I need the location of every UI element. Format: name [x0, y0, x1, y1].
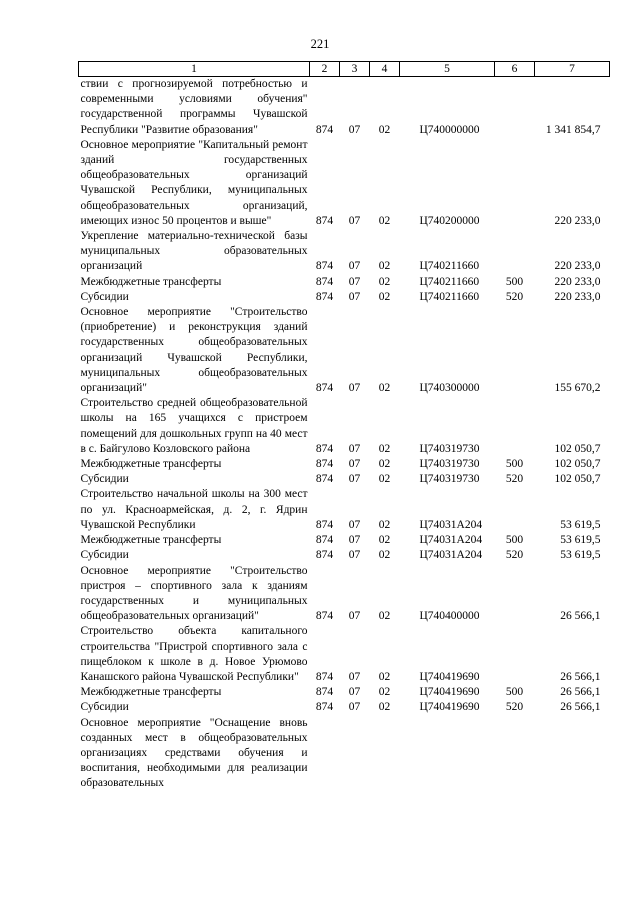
- table-row: [79, 716, 610, 792]
- row-col-3: 07: [348, 382, 361, 395]
- row-name: Субсидии: [80, 290, 129, 303]
- row-expense-type: 500: [505, 275, 524, 288]
- row-amount: 220 233,0: [554, 260, 601, 273]
- header-col-5: 5: [400, 62, 495, 77]
- row-name: Строительство начальной школы на 300 мест по ул. Красноармейская, д. 2, г. Ядрин Чувашской Республики: [80, 488, 308, 531]
- row-amount: 26 566,1: [560, 701, 601, 714]
- row-col-3: 07: [348, 290, 361, 303]
- row-col-4: 02: [378, 670, 391, 683]
- row-expense-type: 520: [505, 549, 524, 562]
- row-col-2: 874: [315, 442, 334, 455]
- row-expense-type: [495, 396, 535, 457]
- row-col-2: 874: [315, 518, 334, 531]
- row-col-2: 874: [315, 701, 334, 714]
- row-col-2: 874: [315, 610, 334, 623]
- row-col-4: 02: [378, 123, 391, 136]
- row-amount: 102 050,7: [554, 473, 601, 486]
- row-col-3: 07: [348, 275, 361, 288]
- row-amount: 26 566,1: [560, 610, 601, 623]
- row-expense-type: [495, 77, 535, 138]
- row-col-4: 02: [378, 214, 391, 227]
- row-name: Субсидии: [80, 701, 129, 714]
- row-target-code: Ц740419690: [419, 686, 480, 699]
- row-col-4: 02: [378, 549, 391, 562]
- row-col-3: 07: [348, 473, 361, 486]
- row-col-2: 874: [315, 260, 334, 273]
- row-name: Межбюджетные трансферты: [80, 275, 222, 288]
- row-target-code: Ц740211660: [419, 275, 480, 288]
- row-amount: 102 050,7: [554, 458, 601, 471]
- row-col-3: 07: [348, 610, 361, 623]
- row-col-3: 07: [348, 214, 361, 227]
- row-col-2: 874: [315, 275, 334, 288]
- row-expense-type: [495, 487, 535, 533]
- header-col-2: 2: [310, 62, 340, 77]
- row-col-3: 07: [348, 549, 361, 562]
- row-expense-type: [495, 564, 535, 625]
- row-target-code: Ц740419690: [419, 670, 480, 683]
- row-name: Межбюджетные трансферты: [80, 458, 222, 471]
- row-name: Межбюджетные трансферты: [80, 686, 222, 699]
- row-col-4: 02: [378, 458, 391, 471]
- header-col-1: 1: [79, 62, 310, 77]
- row-col-2: 874: [315, 123, 334, 136]
- table-row: [79, 700, 610, 715]
- table-row: [79, 457, 610, 472]
- row-amount: 220 233,0: [554, 290, 601, 303]
- row-col-4: 02: [378, 518, 391, 531]
- row-target-code: Ц74031А204: [419, 549, 483, 562]
- row-name: Межбюджетные трансферты: [80, 534, 222, 547]
- table-row: [79, 533, 610, 548]
- table-row: [79, 487, 610, 533]
- row-col-2: 874: [315, 686, 334, 699]
- row-col-2: 874: [315, 382, 334, 395]
- row-name: Строительство средней общеобразовательной школы на 165 учащихся с пристроем помещений для дошкольных групп на 40 мест в с. Байгулово Козловского района: [80, 397, 308, 455]
- row-col-4: 02: [378, 260, 391, 273]
- row-name: Укрепление материально-технической базы муниципальных образовательных организаций: [80, 230, 308, 273]
- row-expense-type: 500: [505, 686, 524, 699]
- row-expense-type: 520: [505, 290, 524, 303]
- row-col-3: 07: [348, 701, 361, 714]
- row-col-3: 07: [348, 686, 361, 699]
- row-name: Основное мероприятие "Капитальный ремонт зданий государственных общеобразовательных организаций Чувашской Республики, муниципальных общеобразовательных организаций, имеющих износ 50 процентов и выше": [80, 138, 308, 227]
- row-col-3: 07: [348, 260, 361, 273]
- row-target-code: Ц740211660: [419, 290, 480, 303]
- row-col-3: 07: [348, 123, 361, 136]
- table-row: [79, 275, 610, 290]
- row-col-4: 02: [378, 442, 391, 455]
- header-col-6: 6: [495, 62, 535, 77]
- row-col-3: 07: [348, 670, 361, 683]
- row-name: ствии с прогнозируемой потребностью и современными условиями обучения" государственной программы Чувашской Республики "Развитие образования": [80, 78, 308, 136]
- row-col-4: 02: [378, 534, 391, 547]
- row-col-2: 874: [315, 473, 334, 486]
- row-expense-type: [495, 229, 535, 275]
- row-amount: 220 233,0: [554, 214, 601, 227]
- row-amount: 53 619,5: [560, 534, 601, 547]
- row-col-2: 874: [315, 670, 334, 683]
- row-expense-type: 500: [505, 458, 524, 471]
- row-target-code: Ц740200000: [419, 214, 480, 227]
- row-col-2: 874: [315, 534, 334, 547]
- row-target-code: Ц740319730: [419, 442, 480, 455]
- table-row: [79, 472, 610, 487]
- table-body: [79, 77, 610, 792]
- row-col-4: 02: [378, 290, 391, 303]
- row-target-code: Ц740300000: [419, 382, 480, 395]
- row-target-code: Ц74031А204: [419, 518, 483, 531]
- table-header-row: [79, 62, 610, 77]
- row-target-code: Ц740400000: [419, 610, 480, 623]
- row-name: Субсидии: [80, 549, 129, 562]
- row-col-3: [340, 716, 370, 792]
- row-col-4: 02: [378, 275, 391, 288]
- header-col-7: 7: [535, 62, 610, 77]
- row-col-3: 07: [348, 458, 361, 471]
- row-col-2: 874: [315, 549, 334, 562]
- row-amount: 26 566,1: [560, 670, 601, 683]
- row-col-2: 874: [315, 290, 334, 303]
- row-name: Основное мероприятие "Строительство (приобретение) и реконструкция зданий государственных общеобразовательных организаций Чувашской Республики, муниципальных общеобразовательных организаций": [80, 306, 308, 395]
- row-target-code: [400, 716, 495, 792]
- row-expense-type: [495, 624, 535, 685]
- table-row: [79, 396, 610, 457]
- row-col-3: 07: [348, 442, 361, 455]
- header-col-3: 3: [340, 62, 370, 77]
- table-row: [79, 229, 610, 275]
- header-col-4: 4: [370, 62, 400, 77]
- row-col-4: 02: [378, 686, 391, 699]
- table-row: [79, 624, 610, 685]
- row-amount: [535, 716, 610, 792]
- table-row: [79, 290, 610, 305]
- row-col-4: 02: [378, 610, 391, 623]
- row-amount: 220 233,0: [554, 275, 601, 288]
- row-col-2: 874: [315, 214, 334, 227]
- row-expense-type: 500: [505, 534, 524, 547]
- table-row: [79, 685, 610, 700]
- table-row: [79, 138, 610, 229]
- row-col-4: 02: [378, 382, 391, 395]
- table-row: [79, 305, 610, 396]
- row-name: Основное мероприятие "Оснащение вновь созданных мест в общеобразовательных организациях средствами обучения и воспитания, необходимыми для реализации образовательных: [80, 716, 308, 790]
- table-row: [79, 548, 610, 563]
- row-col-2: [310, 716, 340, 792]
- row-target-code: Ц74031А204: [419, 534, 483, 547]
- row-col-4: 02: [378, 473, 391, 486]
- row-col-3: 07: [348, 518, 361, 531]
- row-expense-type: 520: [505, 473, 524, 486]
- table-row: [79, 77, 610, 138]
- row-amount: 1 341 854,7: [545, 123, 601, 136]
- page-number: 221: [310, 37, 330, 51]
- row-target-code: Ц740211660: [419, 260, 480, 273]
- row-target-code: Ц740319730: [419, 458, 480, 471]
- row-target-code: Ц740419690: [419, 701, 480, 714]
- row-name: Субсидии: [80, 473, 129, 486]
- row-name: Основное мероприятие "Строительство пристроя – спортивного зала к зданиям государственных и муниципальных общеобразовательных организаций": [80, 564, 308, 623]
- row-target-code: Ц740000000: [419, 123, 480, 136]
- row-amount: 102 050,7: [554, 442, 601, 455]
- row-target-code: Ц740319730: [419, 473, 480, 486]
- row-amount: 53 619,5: [560, 518, 601, 531]
- row-amount: 155 670,2: [554, 382, 601, 395]
- row-col-2: 874: [315, 458, 334, 471]
- row-expense-type: 520: [505, 701, 524, 714]
- row-expense-type: [495, 138, 535, 229]
- row-col-4: 02: [378, 701, 391, 714]
- row-name: Строительство объекта капитального строительства "Пристрой спортивного зала с пищеблоком к школе в д. Новое Урюмово Канашского района Чувашской Республики": [80, 625, 308, 683]
- row-amount: 53 619,5: [560, 549, 601, 562]
- row-col-3: 07: [348, 534, 361, 547]
- row-col-4: [370, 716, 400, 792]
- row-amount: 26 566,1: [560, 686, 601, 699]
- row-expense-type: [495, 305, 535, 396]
- budget-table: [78, 61, 610, 792]
- row-expense-type: [495, 716, 535, 792]
- table-row: [79, 564, 610, 625]
